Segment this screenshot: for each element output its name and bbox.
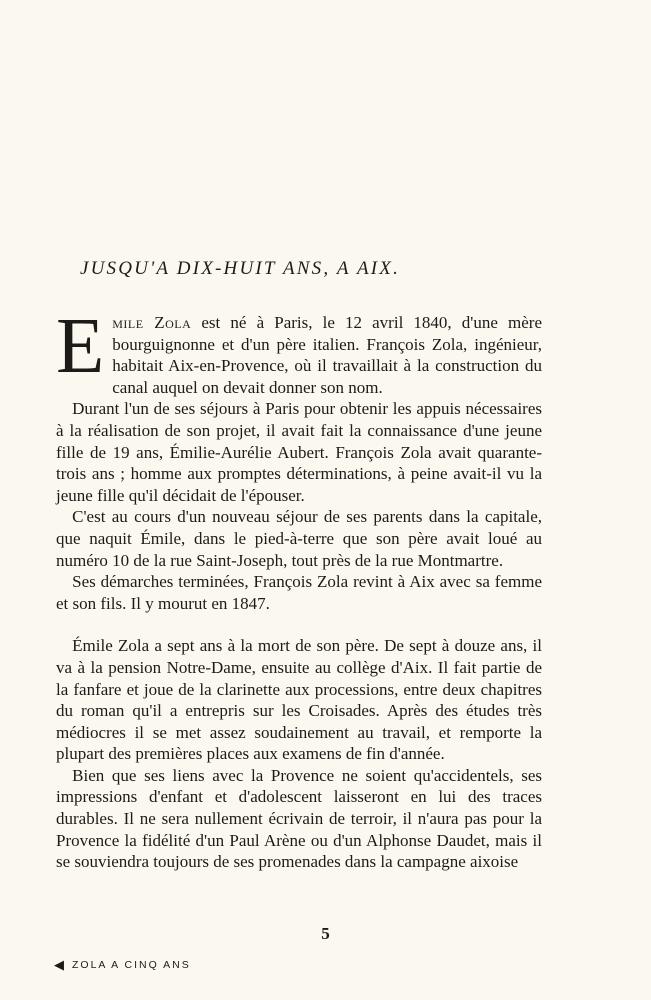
- page-number: 5: [321, 924, 330, 943]
- paragraph-6: Bien que ses liens avec la Provence ne soient qu'accidentels, ses impressions d'enfant et d'adolescent laisseront en lui des traces durables. Il ne sera nullement écrivain de terroir, il n'aura pas pour la Provence la fidélité d'un Paul Arène ou d'un Alphonse Daudet, mais il se souviendra toujours de ses promenades dans la campagne aixoise: [56, 765, 542, 872]
- chapter-title: JUSQU'A DIX-HUIT ANS, A AIX.: [80, 258, 401, 279]
- left-triangle-icon: ◀: [54, 957, 64, 972]
- caption-text: ZOLA A CINQ ANS: [72, 959, 191, 971]
- paragraph-3: C'est au cours d'un nouveau séjour de ses parents dans la capitale, que naquit Émile, dans le pied-à-terre que son père avait loué au numéro 10 de la rue Saint-Joseph, tout près de la rue Montmartre.: [56, 507, 542, 570]
- paragraph-1: [56, 303, 542, 398]
- figure-caption: [54, 957, 191, 973]
- paragraph-4: Ses démarches terminées, François Zola revint à Aix avec sa femme et son fils. Il y mourut en 1847.: [56, 572, 542, 613]
- paragraph-1-text: est né à Paris, le 12 avril 1840, d'une mère bourguignonne et d'un père italien. François Zola, ingénieur, habitait Aix-en-Provence, où il travaillait à la construction du canal auquel on devait donner son nom.: [112, 313, 542, 397]
- drop-cap: E: [56, 303, 105, 390]
- body-text: [56, 303, 542, 873]
- lead-in: mile Zola: [112, 313, 192, 332]
- paragraph-5: Émile Zola a sept ans à la mort de son père. De sept à douze ans, il va à la pension Notre-Dame, ensuite au collège d'Aix. Il fait partie de la fanfare et joue de la clarinette aux processions, entre deux chapitres du roman qu'il a entrepris sur les Croisades. Après des études très médiocres il se met assez soudainement au travail, et remporte la plupart des premières places aux examens de fin d'année.: [56, 636, 542, 764]
- paragraph-2: Durant l'un de ses séjours à Paris pour obtenir les appuis nécessaires à la réalisation de son projet, il avait fait la connaissance d'une jeune fille de 19 ans, Émilie-Aurélie Aubert. François Zola avait quarante-trois ans ; homme aux promptes déterminations, à peine avait-il vu la jeune fille qu'il décidait de l'épouser.: [56, 399, 542, 505]
